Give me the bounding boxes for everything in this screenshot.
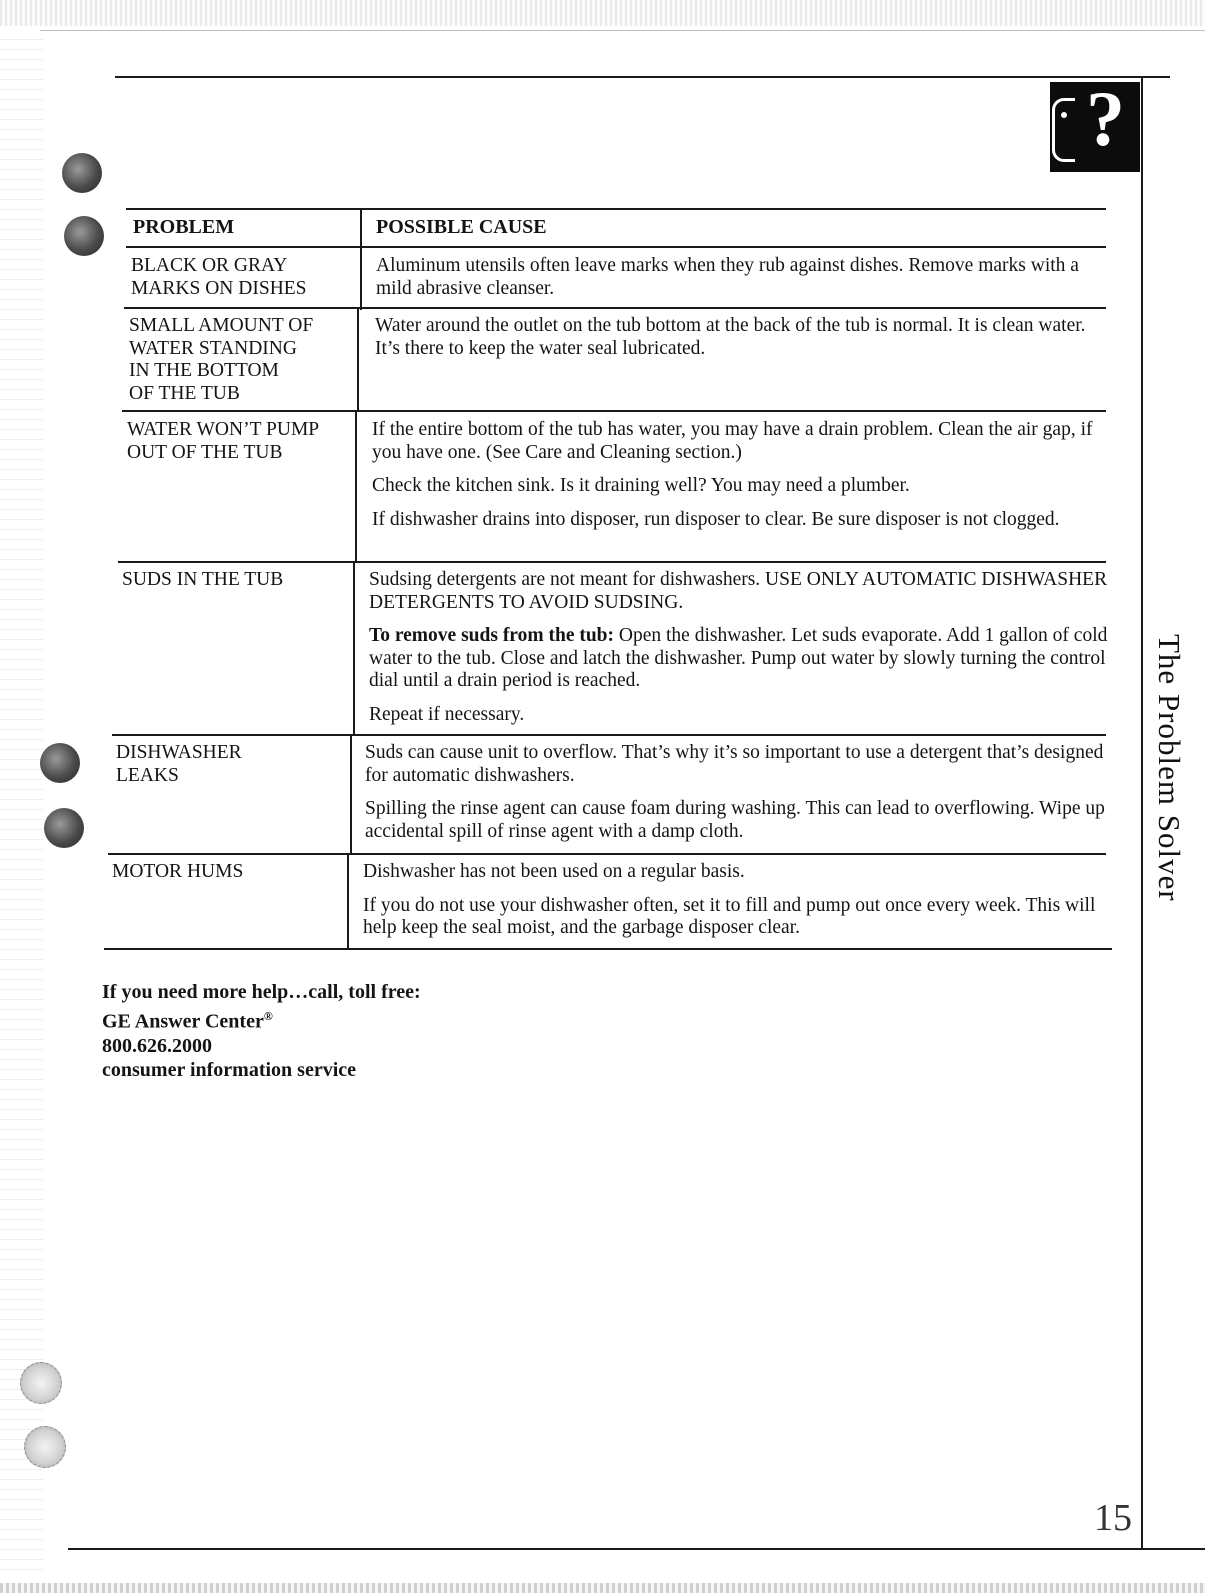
phone-number: 800.626.2000	[102, 1034, 212, 1057]
binder-hole-icon	[20, 1362, 62, 1404]
cause-cell: Water around the outlet on the tub bottom at the back of the tub is normal. It is clean water. It’s there to keep the water seal lubricated.	[375, 315, 1086, 359]
cause-cell: Aluminum utensils often leave marks when they rub against dishes. Remove marks with a mild abrasive cleanser.	[376, 255, 1079, 299]
column-divider	[357, 308, 359, 412]
column-divider	[355, 410, 357, 562]
binder-hole-icon	[24, 1426, 66, 1468]
answer-center-name: GE Answer Center®	[102, 1009, 273, 1033]
cause-cell: Suds can cause unit to overflow. That’s why it’s so important to use a detergent that’s designed for automatic dishwashers. Spilling the rinse agent can cause foam during washing. This can lead to overflowing. Wipe up accidental spill of rinse agent with a damp cloth.	[365, 742, 1105, 842]
cause-cell: Dishwasher has not been used on a regular basis. If you do not use your dishwasher often, set it to fill and pump out once every week. This will help keep the seal moist, and the garbage disposer clear.	[363, 861, 1096, 939]
table-rule	[126, 208, 1106, 210]
problem-cell: DISHWASHER LEAKS	[116, 742, 242, 786]
page-number: 15	[1094, 1497, 1132, 1539]
column-divider	[353, 561, 355, 736]
column-divider	[347, 853, 349, 949]
problem-cell: WATER WON’T PUMP OUT OF THE TUB	[127, 419, 320, 463]
cause-cell: Sudsing detergents are not meant for dishwashers. USE ONLY AUTOMATIC DISHWASHER DETERGENTS TO AVOID SUDSING. To remove suds from the tub: Open the dishwasher. Let suds evaporate. Add 1 gallon of cold water to the tub. Close and latch the dishwasher. Pump out water by slowly turning the control dial until a drain period is reached. Repeat if necessary.	[369, 569, 1108, 725]
table-rule	[126, 246, 1106, 248]
column-header-cause: POSSIBLE CAUSE	[376, 216, 547, 238]
problem-cell: SUDS IN THE TUB	[122, 569, 284, 590]
help-contact	[102, 980, 421, 1082]
column-divider	[360, 208, 362, 310]
problem-cell: BLACK OR GRAY MARKS ON DISHES	[131, 255, 307, 299]
problem-cell: SMALL AMOUNT OF WATER STANDING IN THE BOTTOM OF THE TUB	[129, 315, 314, 404]
section-title: The Problem Solver	[1152, 634, 1187, 902]
service-label: consumer information service	[102, 1058, 357, 1081]
scan-noise-bottom	[0, 1583, 1205, 1593]
cause-cell: If the entire bottom of the tub has water, you may have a drain problem. Clean the air gap, if you have one. (See Care and Cleaning section.) Check the kitchen sink. Is it draining well? You may need a plumber. If dishwasher drains into disposer, run disposer to clear. Be sure disposer is not clogged.	[372, 419, 1093, 530]
help-callout: If you need more help…call, toll free:	[102, 981, 421, 1003]
problem-cell: MOTOR HUMS	[112, 861, 244, 882]
column-divider	[350, 734, 352, 855]
column-header-problem: PROBLEM	[133, 216, 235, 238]
table-rule	[122, 410, 1106, 412]
question-mark-face-icon: ?	[1050, 82, 1140, 172]
table-rule	[118, 561, 1106, 563]
footer-rule	[68, 1548, 1205, 1550]
